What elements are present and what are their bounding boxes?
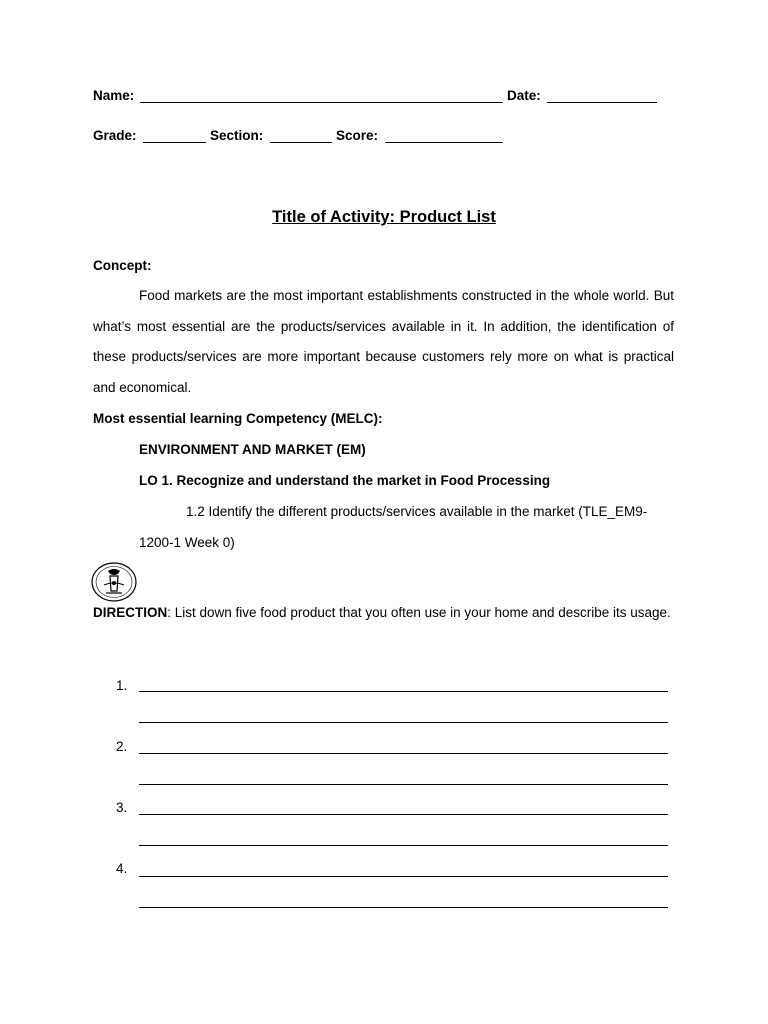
page-title: Title of Activity: Product List xyxy=(272,208,496,226)
answer-3-line-1[interactable] xyxy=(139,813,668,815)
section-field[interactable] xyxy=(270,141,332,143)
answer-number: 4. xyxy=(116,861,128,876)
answer-1-line-2[interactable] xyxy=(139,721,668,723)
answer-4-line-1[interactable] xyxy=(139,875,668,877)
answer-4-line-2[interactable] xyxy=(139,906,668,908)
concept-heading: Concept: xyxy=(93,258,152,273)
grade-label: Grade: xyxy=(93,128,137,143)
direction-paragraph xyxy=(93,598,674,629)
school-seal-icon xyxy=(90,561,138,603)
melc-competency-line2: 1200-1 Week 0) xyxy=(139,535,235,550)
direction-text: : List down five food product that you often use in your home and describe its usage. xyxy=(167,605,671,620)
date-label: Date: xyxy=(507,88,541,103)
name-field[interactable] xyxy=(140,101,503,103)
answer-number: 2. xyxy=(116,739,128,754)
melc-area: ENVIRONMENT AND MARKET (EM) xyxy=(139,442,366,457)
answer-3-line-2[interactable] xyxy=(139,844,668,846)
answer-number: 3. xyxy=(116,800,128,815)
concept-paragraph xyxy=(93,281,674,403)
answer-2-line-2[interactable] xyxy=(139,783,668,785)
concept-body: Food markets are the most important establishments constructed in the whole world. But what’s most essential are the products/services available in it. In addition, the identification of these products/services are more important because customers rely more on what is practical and economical. xyxy=(93,288,674,395)
melc-lo: LO 1. Recognize and understand the market in Food Processing xyxy=(139,473,551,488)
melc-heading: Most essential learning Competency (MELC): xyxy=(93,411,383,426)
date-field[interactable] xyxy=(547,101,657,103)
score-label: Score: xyxy=(336,128,379,143)
melc-competency-line1: 1.2 Identify the different products/services available in the market (TLE_EM9- xyxy=(186,504,648,519)
answer-1-line-1[interactable] xyxy=(139,690,668,692)
answer-number: 1. xyxy=(116,678,128,693)
score-field[interactable] xyxy=(385,141,503,143)
section-label: Section: xyxy=(210,128,264,143)
answer-2-line-1[interactable] xyxy=(139,752,668,754)
direction-label: DIRECTION xyxy=(93,605,168,620)
name-label: Name: xyxy=(93,88,135,103)
grade-field[interactable] xyxy=(143,141,206,143)
